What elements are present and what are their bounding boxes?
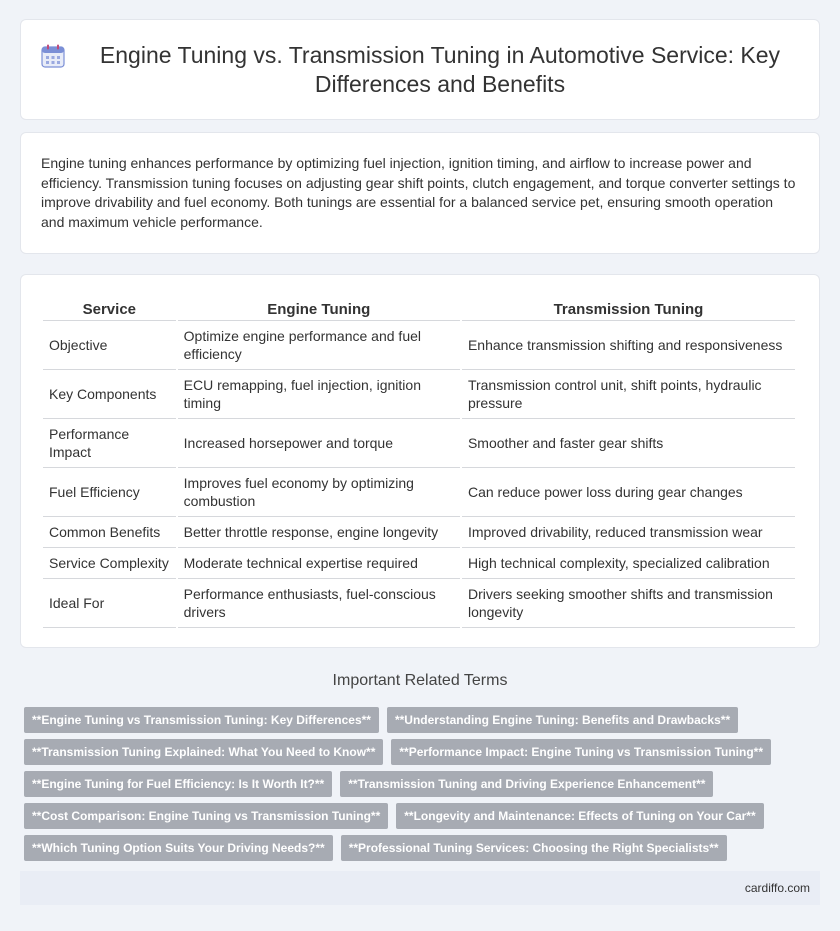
table-cell: Improved drivability, reduced transmission wear <box>462 517 795 548</box>
table-cell: ECU remapping, fuel injection, ignition timing <box>178 370 460 419</box>
related-term-tag[interactable]: **Cost Comparison: Engine Tuning vs Transmission Tuning** <box>24 803 388 829</box>
table-cell: Key Components <box>43 370 176 419</box>
table-row <box>43 548 795 579</box>
table-cell: Drivers seeking smoother shifts and transmission longevity <box>462 579 795 628</box>
table-row <box>43 321 795 370</box>
comparison-table-card <box>20 274 820 648</box>
intro-paragraph: Engine tuning enhances performance by optimizing fuel injection, ignition timing, and airflow to increase power and efficiency. Transmission tuning focuses on adjusting gear shift points, clutch engagement, and torque converter settings to improve drivability and fuel economy. Both tunings are essential for a balanced service pet, ensuring smooth operation and maximum vehicle performance. <box>41 155 796 230</box>
tag-row <box>24 771 814 797</box>
table-cell: Objective <box>43 321 176 370</box>
related-term-tag[interactable]: **Engine Tuning vs Transmission Tuning: Key Differences** <box>24 707 379 733</box>
tag-row <box>24 707 814 733</box>
table-cell: Increased horsepower and torque <box>178 419 460 468</box>
table-cell: Common Benefits <box>43 517 176 548</box>
table-cell: Fuel Efficiency <box>43 468 176 517</box>
calendar-icon <box>40 43 66 69</box>
footer-site-link[interactable]: cardiffo.com <box>744 881 810 895</box>
related-term-tag[interactable]: **Which Tuning Option Suits Your Driving Needs?** <box>24 835 333 861</box>
table-row <box>43 517 795 548</box>
page-title: Engine Tuning vs. Transmission Tuning in Automotive Service: Key Differences and Benefits <box>99 41 781 97</box>
comparison-table <box>41 293 797 628</box>
column-header-engine-tuning: Engine Tuning <box>178 293 460 321</box>
table-cell: Enhance transmission shifting and responsiveness <box>462 321 795 370</box>
title-card <box>20 19 820 120</box>
related-term-tag[interactable]: **Transmission Tuning Explained: What You Need to Know** <box>24 739 383 765</box>
related-term-tag[interactable]: **Longevity and Maintenance: Effects of Tuning on Your Car** <box>396 803 763 829</box>
table-cell: Moderate technical expertise required <box>178 548 460 579</box>
title-wrap <box>40 41 800 99</box>
column-header-transmission-tuning: Transmission Tuning <box>462 293 795 321</box>
table-cell: Transmission control unit, shift points, hydraulic pressure <box>462 370 795 419</box>
table-row <box>43 579 795 628</box>
table-cell: Performance enthusiasts, fuel-conscious drivers <box>178 579 460 628</box>
tag-row <box>24 803 814 829</box>
related-terms-list <box>24 707 814 861</box>
related-term-tag[interactable]: **Professional Tuning Services: Choosing the Right Specialists** <box>341 835 727 861</box>
related-term-tag[interactable]: **Performance Impact: Engine Tuning vs Transmission Tuning** <box>391 739 771 765</box>
table-header-row <box>43 293 795 321</box>
table-cell: Optimize engine performance and fuel efficiency <box>178 321 460 370</box>
table-cell: Smoother and faster gear shifts <box>462 419 795 468</box>
table-row <box>43 468 795 517</box>
related-term-tag[interactable]: **Understanding Engine Tuning: Benefits and Drawbacks** <box>387 707 738 733</box>
column-header-service: Service <box>43 293 176 321</box>
related-terms-title: Important Related Terms <box>332 672 508 689</box>
related-term-tag[interactable]: **Engine Tuning for Fuel Efficiency: Is It Worth It?** <box>24 771 332 797</box>
table-cell: Ideal For <box>43 579 176 628</box>
table-cell: Can reduce power loss during gear changes <box>462 468 795 517</box>
footer <box>20 871 820 905</box>
tag-row <box>24 739 814 765</box>
table-row <box>43 370 795 419</box>
related-term-tag[interactable]: **Transmission Tuning and Driving Experience Enhancement** <box>340 771 713 797</box>
table-cell: Improves fuel economy by optimizing combustion <box>178 468 460 517</box>
table-cell: Service Complexity <box>43 548 176 579</box>
table-cell: Better throttle response, engine longevity <box>178 517 460 548</box>
intro-card <box>20 132 820 254</box>
tag-row <box>24 835 814 861</box>
table-row <box>43 419 795 468</box>
table-cell: Performance Impact <box>43 419 176 468</box>
table-cell: High technical complexity, specialized calibration <box>462 548 795 579</box>
